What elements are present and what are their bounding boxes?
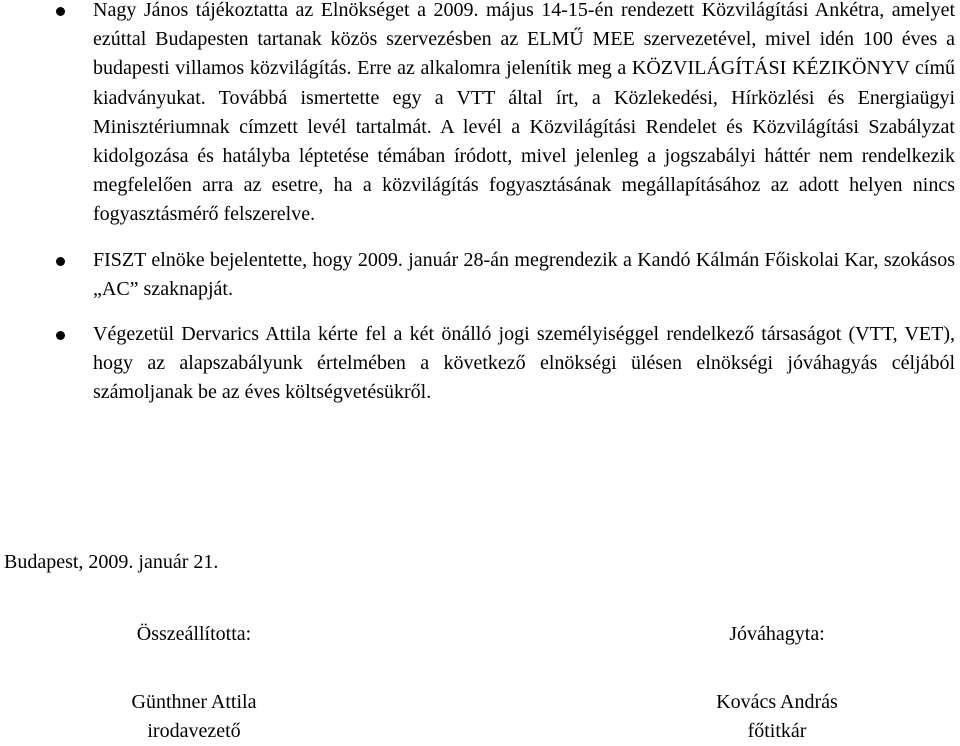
right-signatory-title: főtitkár	[747, 720, 807, 742]
bullet-text: Nagy János tájékoztatta az Elnökséget a 2009. május 14-15-én rendezett Közvilágítási Ankétra, amelyet ezúttal Budapesten tartanak közös szervezésben az ELMŰ MEE szervezetével, mivel idén 100 éves a budapesti villamos közvilágítás. Erre az alkalomra jelenítik meg a KÖZVILÁGÍTÁSI KÉZIKÖNYV című kiadványukat. Továbbá ismertette egy a VTT által írt, a Közlekedési, Hírközlési és Energiaügyi Minisztériumnak címzett levél tartalmát. A levél a Közvilágítási Rendelet és Közvilágítási Szabályzat kidolgozása és hatályba léptetése témában íródott, mivel jelenleg a jogszabályi háttér nem rendelkezik megfelelően arra az esetre, ha a közvilágítás fogyasztásának megállapításához az adott helyen nincs fogyasztásmérő felszerelve.	[93, 0, 955, 226]
bullet-dot-icon	[56, 7, 65, 16]
bullet-item	[0, 0, 960, 230]
bullet-item	[0, 246, 960, 304]
left-role-label: Összeállította:	[136, 623, 252, 645]
left-signatory-name: Günthner Attila	[131, 691, 257, 713]
bullet-dot-icon	[56, 331, 65, 340]
bullet-text: Végezetül Dervarics Attila kérte fel a két önálló jogi személyiséggel rendelkező társaságot (VTT, VET), hogy az alapszabályunk értelmében a következő elnökségi ülésen elnökségi jóváhagyás céljából számoljanak be az éves költségvetésükről.	[93, 323, 955, 404]
right-role-label: Jóváhagyta:	[729, 623, 825, 645]
left-signature-role	[44, 620, 344, 649]
left-signatory-title: irodavezető	[147, 720, 241, 742]
bullet-dot-icon	[56, 257, 65, 266]
bullet-text: FISZT elnöke bejelentette, hogy 2009. január 28-án megrendezik a Kandó Kálmán Főiskolai Kar, szokásos „AC” szaknapját.	[93, 248, 955, 300]
bullet-item	[0, 320, 960, 408]
right-signatory-name: Kovács András	[716, 691, 838, 713]
right-signatory	[627, 688, 927, 746]
left-signatory	[44, 688, 344, 746]
right-signature-role	[627, 620, 927, 649]
date-line: Budapest, 2009. január 21.	[4, 551, 219, 573]
